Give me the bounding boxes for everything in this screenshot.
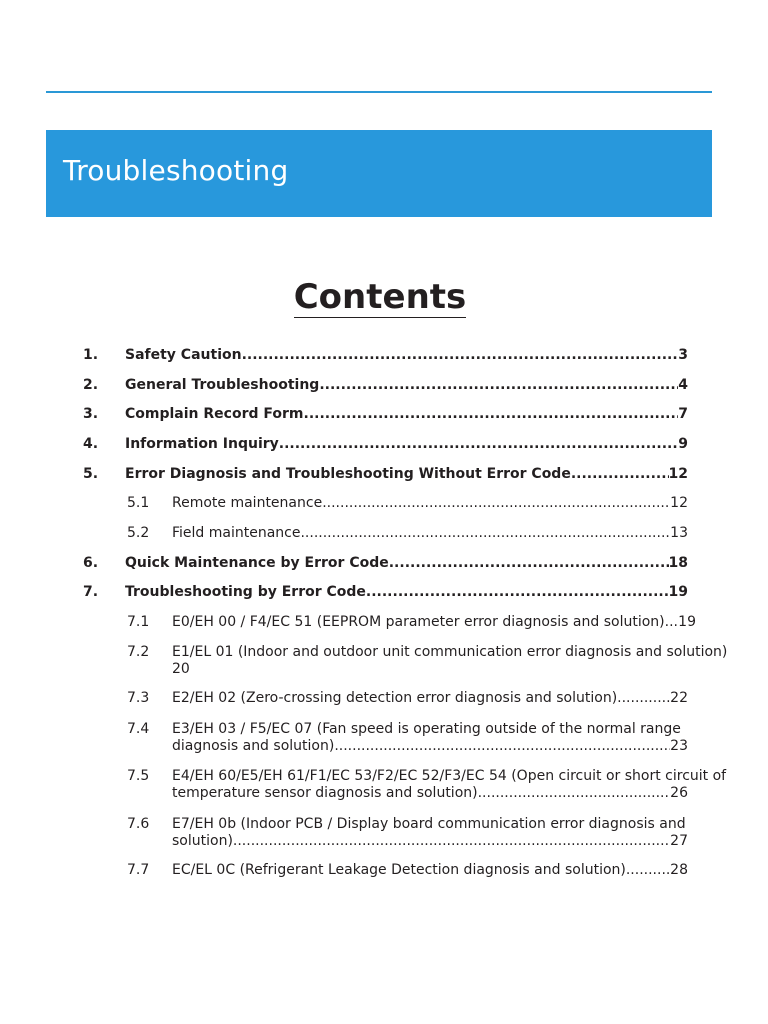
toc-title-line-1: E7/EH 0b (Indoor PCB / Display board communication error diagnosis and [172, 816, 686, 832]
toc-page: 23 [670, 738, 688, 754]
dot-leader [389, 555, 669, 572]
dot-leader [304, 406, 679, 423]
toc-page: 7 [678, 406, 688, 422]
toc-title: E1/EL 01 (Indoor and outdoor unit communication error diagnosis and solution) [172, 644, 728, 660]
toc-number: 3. [83, 406, 99, 422]
toc-number: 7.3 [127, 690, 150, 706]
contents-heading [0, 277, 760, 317]
toc-page: 19 [668, 584, 688, 600]
toc-number: 6. [83, 555, 99, 571]
dot-leader [617, 690, 670, 707]
toc-number: 7.1 [127, 614, 150, 630]
toc-number: 7.5 [127, 768, 150, 784]
dot-leader [571, 466, 669, 483]
dot-leader [665, 614, 679, 631]
dot-leader [626, 862, 670, 879]
toc-title: Remote maintenance [172, 495, 323, 511]
toc-page: 12 [670, 495, 688, 511]
toc-title: EC/EL 0C (Refrigerant Leakage Detection diagnosis and solution) [172, 862, 626, 878]
toc-number: 7.7 [127, 862, 150, 878]
toc-title-line-1: E4/EH 60/E5/EH 61/F1/EC 53/F2/EC 52/F3/EC 54 (Open circuit or short circuit of [172, 768, 727, 784]
toc-number: 2. [83, 377, 99, 393]
dot-leader [366, 584, 669, 601]
toc-page: 13 [670, 525, 688, 541]
toc-title: Field maintenance [172, 525, 301, 541]
toc-number: 4. [83, 436, 99, 452]
toc-title: Complain Record Form [125, 406, 304, 422]
toc-page: 28 [670, 862, 688, 878]
toc-number: 5. [83, 466, 99, 482]
dot-leader [233, 833, 670, 850]
dot-leader [242, 347, 679, 364]
dot-leader [279, 436, 678, 453]
section-banner [46, 130, 712, 217]
toc-page: 27 [670, 833, 688, 849]
toc-page: 12 [668, 466, 688, 482]
toc-title: Troubleshooting by Error Code [125, 584, 366, 600]
dot-leader [334, 738, 670, 755]
toc-page: 4 [678, 377, 688, 393]
toc-title: Safety Caution [125, 347, 242, 363]
toc-title-line-1: E3/EH 03 / F5/EC 07 (Fan speed is operating outside of the normal range [172, 721, 681, 737]
toc-page: 9 [678, 436, 688, 452]
toc-title: Information Inquiry [125, 436, 279, 452]
toc-number: 5.1 [127, 495, 150, 511]
dot-leader [300, 525, 670, 542]
toc-number: 7. [83, 584, 99, 600]
toc-number: 5.2 [127, 525, 150, 541]
toc-title: Error Diagnosis and Troubleshooting Without Error Code [125, 466, 571, 482]
top-rule [46, 91, 712, 93]
toc-page: 26 [670, 785, 688, 801]
toc-title-line-2: temperature sensor diagnosis and solution) [172, 785, 478, 801]
toc-title-line-2: solution) [172, 833, 233, 849]
banner-title: Troubleshooting [63, 154, 289, 187]
toc-title: E2/EH 02 (Zero-crossing detection error diagnosis and solution) [172, 690, 618, 706]
toc-number: 7.4 [127, 721, 150, 737]
toc-page: 3 [678, 347, 688, 363]
toc-page: 22 [670, 690, 688, 706]
dot-leader [478, 785, 671, 802]
toc-page: 18 [668, 555, 688, 571]
toc-title: E0/EH 00 / F4/EC 51 (EEPROM parameter error diagnosis and solution) [172, 614, 665, 630]
toc-number: 7.2 [127, 644, 150, 660]
toc-title: General Troubleshooting [125, 377, 320, 393]
toc-page: 19 [678, 614, 696, 630]
toc-title: Quick Maintenance by Error Code [125, 555, 389, 571]
contents-heading-text: Contents [293, 277, 467, 317]
toc-number: 7.6 [127, 816, 150, 832]
toc-title-line-2: diagnosis and solution) [172, 738, 335, 754]
dot-leader [322, 495, 670, 512]
dot-leader [319, 377, 678, 394]
toc-page: 20 [172, 661, 190, 677]
toc-number: 1. [83, 347, 99, 363]
